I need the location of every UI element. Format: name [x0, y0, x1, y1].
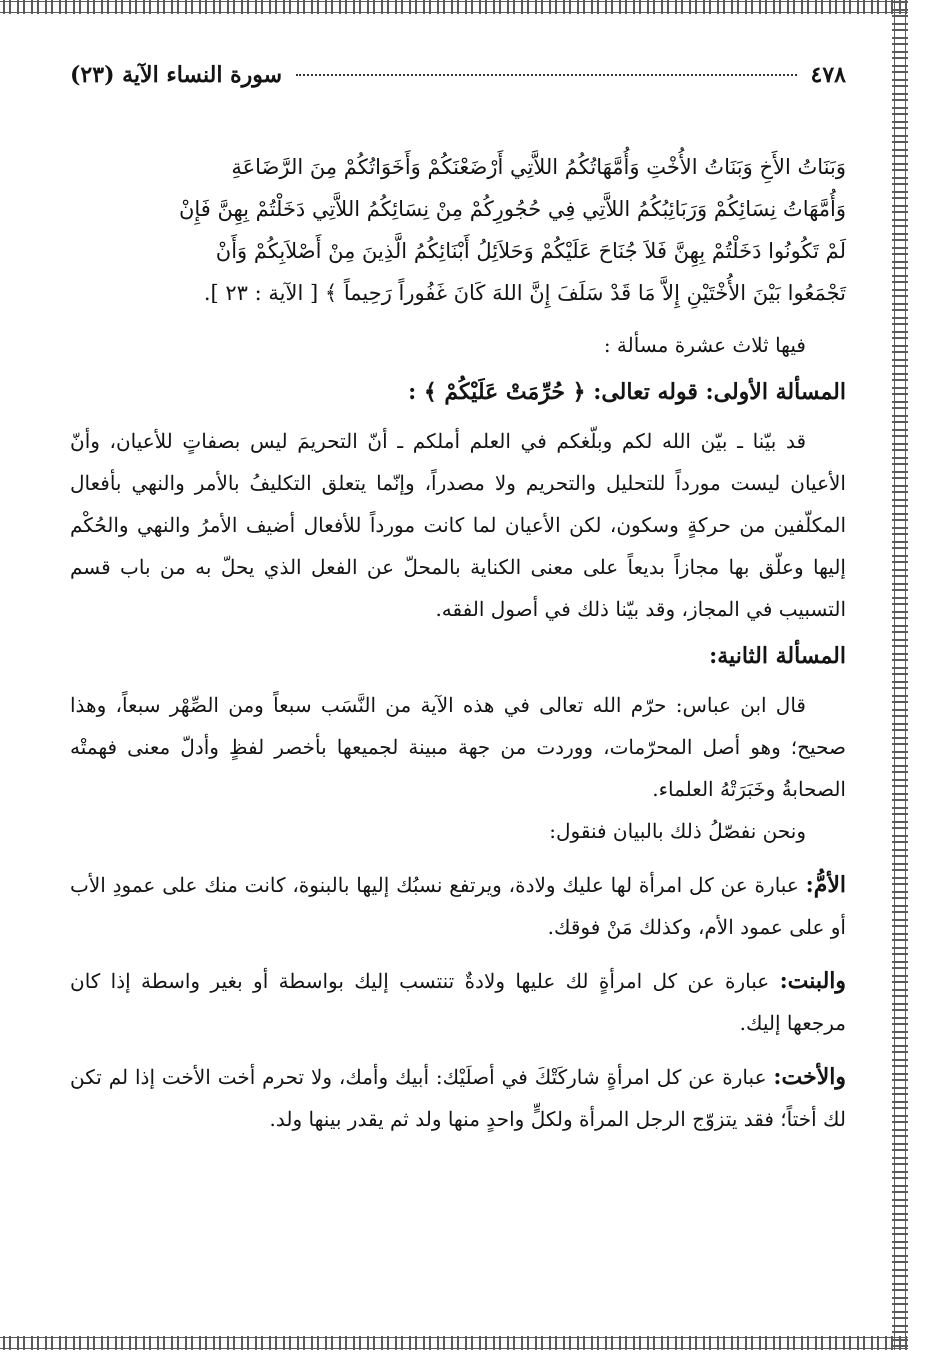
verse-line: وَأُمَّهَاتُ نِسَائِكُمْ وَرَبَائِبُكُمُ اللاَّتِي فِي حُجُورِكُمْ مِنْ نِسَائِكُمُ اللاَّتِي دَخَلْتُمْ بِهِنَّ فَإِنْ — [178, 197, 846, 221]
issue-2-transition: ونحن نفصّلُ ذلك بالبيان فنقول: — [549, 819, 806, 843]
verse-line: لَمْ تَكُونُوا دَخَلْتُمْ بِهِنَّ فَلاَ جُنَاحَ عَلَيْكُمْ وَحَلاَئِلُ أَبْنَائِكُمُ الَّذِينَ مِنْ أَصْلاَبِكُمْ وَأَنْ — [215, 239, 846, 263]
verse-line: وَبَنَاتُ الأَخِ وَبَنَاتُ الأُخْتِ وَأُمَّهَاتُكُمُ اللاَّتِي أَرْضَعْنَكُمْ وَأَخَوَاتُكُمْ مِنَ الرَّضَاعَةِ — [231, 155, 846, 179]
right-decorative-border — [892, 0, 908, 1350]
issue-2-heading: المسألة الثانية: — [709, 643, 846, 669]
definition-mother — [70, 864, 846, 948]
issue-2-text: قال ابن عباس: حرّم الله تعالى في هذه الآية من النَّسَب سبعاً ومن الصِّهْر سبعاً، وهذا صحيح؛ وهو أصل المحرّمات، ووردت من جهة مبينة لجميعها بأخصر لفظٍ وأدلّ معنى فهمتْه الصحابةُ وخَبَرَتْهُ العلماء. — [70, 693, 846, 801]
definition-term: والأخت: — [773, 1064, 846, 1090]
issue-1-text: قد بيّنا ـ بيّن الله لكم وبلّغكم في العلم أملكم ـ أنّ التحريمَ ليس بصفاتٍ للأعيان، وأنّ الأعيان ليست مورداً للتحليل والتحريم ولا مصدراً، وإنّما يتعلق التكليفُ بالأمر والنهي بأفعال المكلّفين من حركةٍ وسكون، لكن الأعيان لما كانت مورداً للأفعال أضيف الأمرُ والنهي والحُكْم إليها وعلّق بها مجازاً بديعاً على معنى الكناية بالمحلّ عن الفعل الذي يحلّ به من باب قسم التسبيب في المجاز، وقد بيّنا ذلك في أصول الفقه. — [70, 429, 846, 621]
bottom-decorative-border — [0, 1336, 908, 1350]
top-decorative-border — [0, 0, 908, 14]
issue-1-heading: المسألة الأولى: قوله تعالى: ﴿ حُرِّمَتْ عَلَيْكُمْ ﴾ : — [408, 379, 846, 405]
definition-text: عبارة عن كل امرأةٍ شاركَتْكَ في أصلَيْك: أبيك وأمك، ولا تحرم أخت الأخت إذا لم تكن لك أختاً؛ فقد يتزوّج الرجل المرأة ولكلٍّ واحدٍ منها ولد ثم يقدر بينها ولد. — [70, 1065, 846, 1131]
verse-line: تَجْمَعُوا بَيْنَ الأُخْتَيْنِ إِلاَّ مَا قَدْ سَلَفَ إِنَّ اللهَ كَانَ غَفُوراً رَحِيماً ﴾ [ الآية : ٢٣ ]. — [203, 281, 846, 305]
page-number: ٤٧٨ — [810, 62, 846, 88]
issues-intro: فيها ثلاث عشرة مسألة : — [603, 333, 806, 357]
definition-text: عبارة عن كل امرأةٍ لك عليها ولادةٌ تنتسب إليك بواسطة أو بغير واسطة إذا كان مرجعها إليك. — [70, 969, 846, 1035]
page-content — [70, 62, 846, 1140]
definition-daughter — [70, 960, 846, 1044]
running-title: سورة النساء الآية (٢٣) — [70, 62, 283, 88]
definition-sister — [70, 1056, 846, 1140]
definition-term: الأمُّ: — [805, 872, 846, 898]
definition-text: عبارة عن كل امرأة لها عليك ولادة، ويرتفع نسبُك إليها بالبنوة، كانت منك على عمودِ الأب أو على عمود الأم، وكذلك مَنْ فوقك. — [70, 873, 846, 939]
page-header — [70, 62, 846, 102]
header-dotted-leader — [296, 74, 796, 76]
definition-term: والبنت: — [779, 968, 847, 994]
quran-verse — [70, 146, 846, 314]
